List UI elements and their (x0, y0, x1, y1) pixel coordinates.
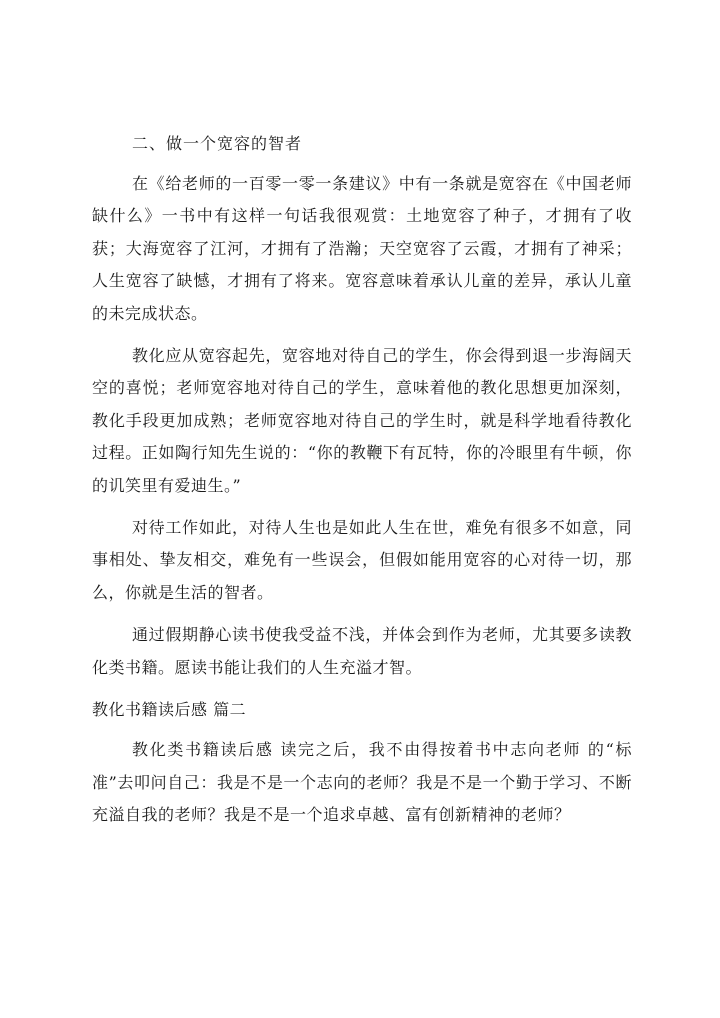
paragraph-1: 在《给老师的一百零一零一条建议》中有一条就是宽容在《中国老师缺什么》一书中有这样一句话我很观赏：土地宽容了种子，才拥有了收获；大海宽容了江河，才拥有了浩瀚；天空宽容了云霞，才拥有了神采；人生宽容了缺憾，才拥有了将来。宽容意味着承认儿童的差异，承认儿童的未完成状态。 (92, 174, 632, 323)
paragraph-2: 教化应从宽容起先，宽容地对待自己的学生，你会得到退一步海阔天空的喜悦；老师宽容地对待自己的学生，意味着他的教化思想更加深刻，教化手段更加成熟；老师宽容地对待自己的学生时，就是科学地看待教化过程。正如陶行知先生说的：“你的教鞭下有瓦特，你的冷眼里有牛顿，你的讥笑里有爱迪生。” (92, 346, 632, 495)
paragraph-5: 教化类书籍读后感 读完之后，我不由得按着书中志向老师 的“标准”去叩问自己：我是不是一个志向的老师？我是不是一个勤于学习、不断充溢自我的老师？我是不是一个追求卓越、富有创新精神的老师？ (92, 740, 632, 824)
section-heading: 二、做一个宽容的智者 (132, 134, 303, 153)
section-title: 教化书籍读后感 篇二 (92, 700, 247, 720)
document-page (92, 128, 632, 841)
paragraph-3: 对待工作如此，对待人生也是如此人生在世，难免有很多不如意，同事相处、挚友相交，难免有一些误会，但假如能用宽容的心对待一切，那么，你就是生活的智者。 (92, 518, 632, 602)
paragraph-4: 通过假期静心读书使我受益不浅，并体会到作为老师，尤其要多读教化类书籍。愿读书能让我们的人生充溢才智。 (92, 625, 632, 677)
